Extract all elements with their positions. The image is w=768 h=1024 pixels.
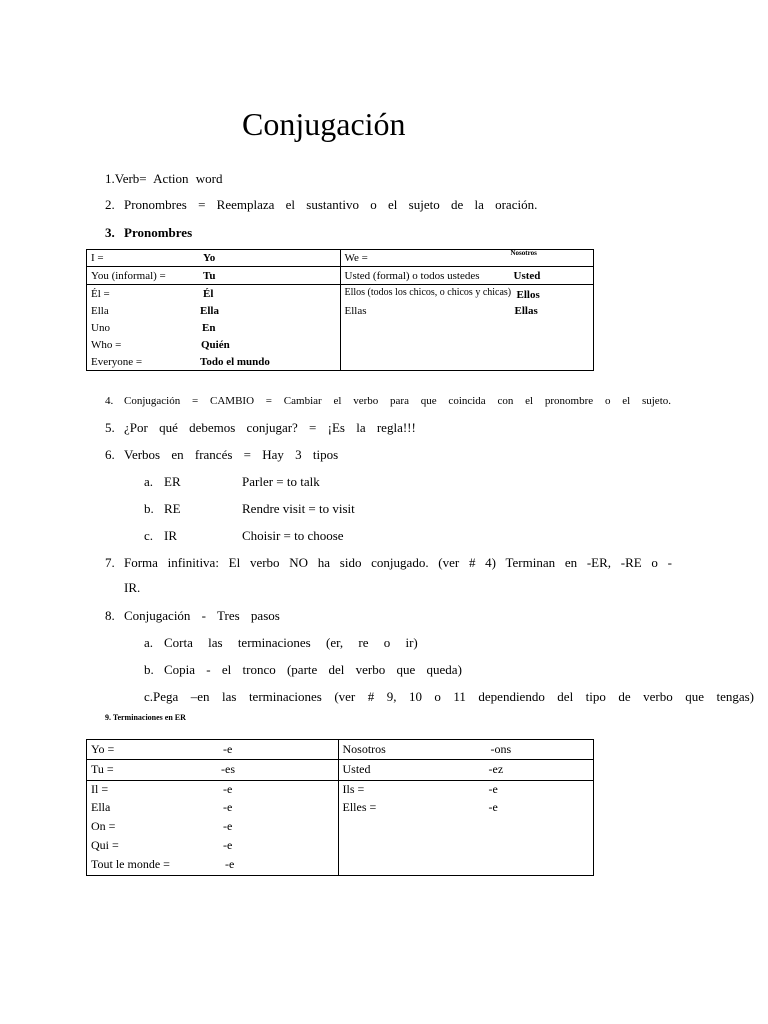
item-7-text: Forma infinitiva: El verbo NO ha sido conjugado. (ver # 4) Terminan en -ER, -RE o - xyxy=(124,555,672,570)
page-title: Conjugación xyxy=(242,106,406,142)
verb-type-b-ending: RE xyxy=(164,501,181,516)
er-pronoun-nosotros: Nosotros xyxy=(342,742,386,756)
pronoun-en-everyone: Everyone = xyxy=(91,356,143,368)
er-cell-usted xyxy=(338,760,594,781)
item-8-text: Conjugación - Tres pasos xyxy=(124,608,280,623)
er-endings-table xyxy=(86,739,594,876)
verb-type-c-letter: c. xyxy=(144,528,154,543)
item-2-text: Pronombres = Reemplaza el sustantivo o el sujeto de la oración. xyxy=(124,197,538,212)
er-cell-third-person-plural xyxy=(338,781,594,876)
pronoun-en-i: I = xyxy=(91,252,104,264)
item-8-number: 8. xyxy=(105,608,115,623)
item-9-heading: 9. Terminaciones en ER xyxy=(105,713,186,722)
pronoun-en-uno: Uno xyxy=(91,322,110,334)
er-cell-tu xyxy=(87,760,339,781)
er-ending-il: -e xyxy=(223,782,233,796)
er-ending-tu: -es xyxy=(221,762,235,776)
pronoun-es-ella: Ella xyxy=(200,305,219,317)
er-pronoun-usted: Usted xyxy=(342,762,371,776)
er-ending-usted: -ez xyxy=(488,762,504,776)
er-ending-ella: -e xyxy=(223,800,233,814)
pronoun-cell-third-person xyxy=(87,285,341,371)
pronoun-es-ellas: Ellas xyxy=(514,305,538,317)
verb-type-b-letter: b. xyxy=(144,501,154,516)
pronoun-en-who: Who = xyxy=(91,339,122,351)
er-cell-nosotros xyxy=(338,740,594,760)
pronoun-es-yo: Yo xyxy=(203,252,216,264)
verb-type-a-example: Parler = to talk xyxy=(242,474,320,489)
er-pronoun-elles: Elles = xyxy=(342,800,377,814)
pronoun-en-ellos: Ellos (todos los chicos, o chicos y chicas) xyxy=(344,287,512,298)
pronoun-cell-usted xyxy=(340,267,594,285)
step-b-text: Copia - el tronco (parte del verbo que queda) xyxy=(164,662,462,677)
verb-type-a-ending: ER xyxy=(164,474,181,489)
verb-type-b-example: Rendre visit = to visit xyxy=(242,501,355,516)
er-pronoun-tu: Tu = xyxy=(91,762,114,776)
pronoun-cell-you xyxy=(87,267,341,285)
pronoun-es-quien: Quién xyxy=(201,339,230,351)
item-6-number: 6. xyxy=(105,447,115,462)
pronoun-es-todo-el-mundo: Todo el mundo xyxy=(200,356,270,368)
pronoun-es-usted: Usted xyxy=(513,270,541,282)
item-6-text: Verbos en francés = Hay 3 tipos xyxy=(124,447,339,462)
verb-type-c-example: Choisir = to choose xyxy=(242,528,344,543)
pronoun-table xyxy=(86,249,594,371)
pronoun-es-ellos: Ellos xyxy=(516,289,540,301)
verb-type-c-ending: IR xyxy=(164,528,177,543)
er-pronoun-qui: Qui = xyxy=(91,838,119,852)
verb-type-a-letter: a. xyxy=(144,474,154,489)
pronoun-es-en: En xyxy=(202,322,216,334)
er-ending-ils: -e xyxy=(488,782,498,796)
item-7-text-continued: IR. xyxy=(124,580,141,595)
er-pronoun-yo: Yo = xyxy=(91,742,115,756)
pronoun-es-el: Él xyxy=(203,288,214,300)
er-ending-yo: -e xyxy=(223,742,233,756)
er-pronoun-ella: Ella xyxy=(91,800,111,814)
pronoun-en-usted: Usted (formal) o todos ustedes xyxy=(344,270,480,282)
step-b-letter: b. xyxy=(144,662,154,677)
er-pronoun-il: Il = xyxy=(91,782,109,796)
pronoun-en-el: Él = xyxy=(91,288,110,300)
item-4-number: 4. xyxy=(105,395,114,407)
er-pronoun-tout-le-monde: Tout le monde = xyxy=(91,857,170,871)
er-ending-nosotros: -ons xyxy=(490,742,512,756)
step-c-text: c.Pega –en las terminaciones (ver # 9, 10 o 11 dependiendo del tipo de verbo que tengas) xyxy=(144,689,754,704)
item-5-text: ¿Por qué debemos conjugar? = ¡Es la regla!!! xyxy=(124,420,416,435)
er-pronoun-on: On = xyxy=(91,819,116,833)
pronoun-en-ellas: Ellas xyxy=(344,305,367,317)
item-3-heading: Pronombres xyxy=(124,225,193,240)
item-7-number: 7. xyxy=(105,555,115,570)
pronoun-en-you: You (informal) = xyxy=(91,270,166,282)
pronoun-en-we: We = xyxy=(344,252,368,264)
item-5-number: 5. xyxy=(105,420,115,435)
er-ending-elles: -e xyxy=(488,800,498,814)
item-1-text: 1.Verb= Action word xyxy=(105,171,223,186)
er-ending-on: -e xyxy=(223,819,233,833)
pronoun-cell-i xyxy=(87,250,341,267)
step-a-letter: a. xyxy=(144,635,154,650)
item-4-text: Conjugación = CAMBIO = Cambiar el verbo para que coincida con el pronombre o el sujeto. xyxy=(124,395,671,407)
er-cell-yo xyxy=(87,740,339,760)
er-cell-third-person xyxy=(87,781,339,876)
item-2-number: 2. xyxy=(105,197,115,212)
er-ending-qui: -e xyxy=(223,838,233,852)
pronoun-cell-we xyxy=(340,250,594,267)
er-ending-tout-le-monde: -e xyxy=(225,857,235,871)
step-a-text: Corta las terminaciones (er, re o ir) xyxy=(164,635,418,650)
item-3-number: 3. xyxy=(105,225,115,240)
er-pronoun-ils: Ils = xyxy=(342,782,365,796)
pronoun-es-nosotros: Nosotros xyxy=(510,249,537,257)
pronoun-es-tu: Tu xyxy=(203,270,216,282)
pronoun-en-ella: Ella xyxy=(91,305,109,317)
pronoun-cell-third-person-plural xyxy=(340,285,594,371)
